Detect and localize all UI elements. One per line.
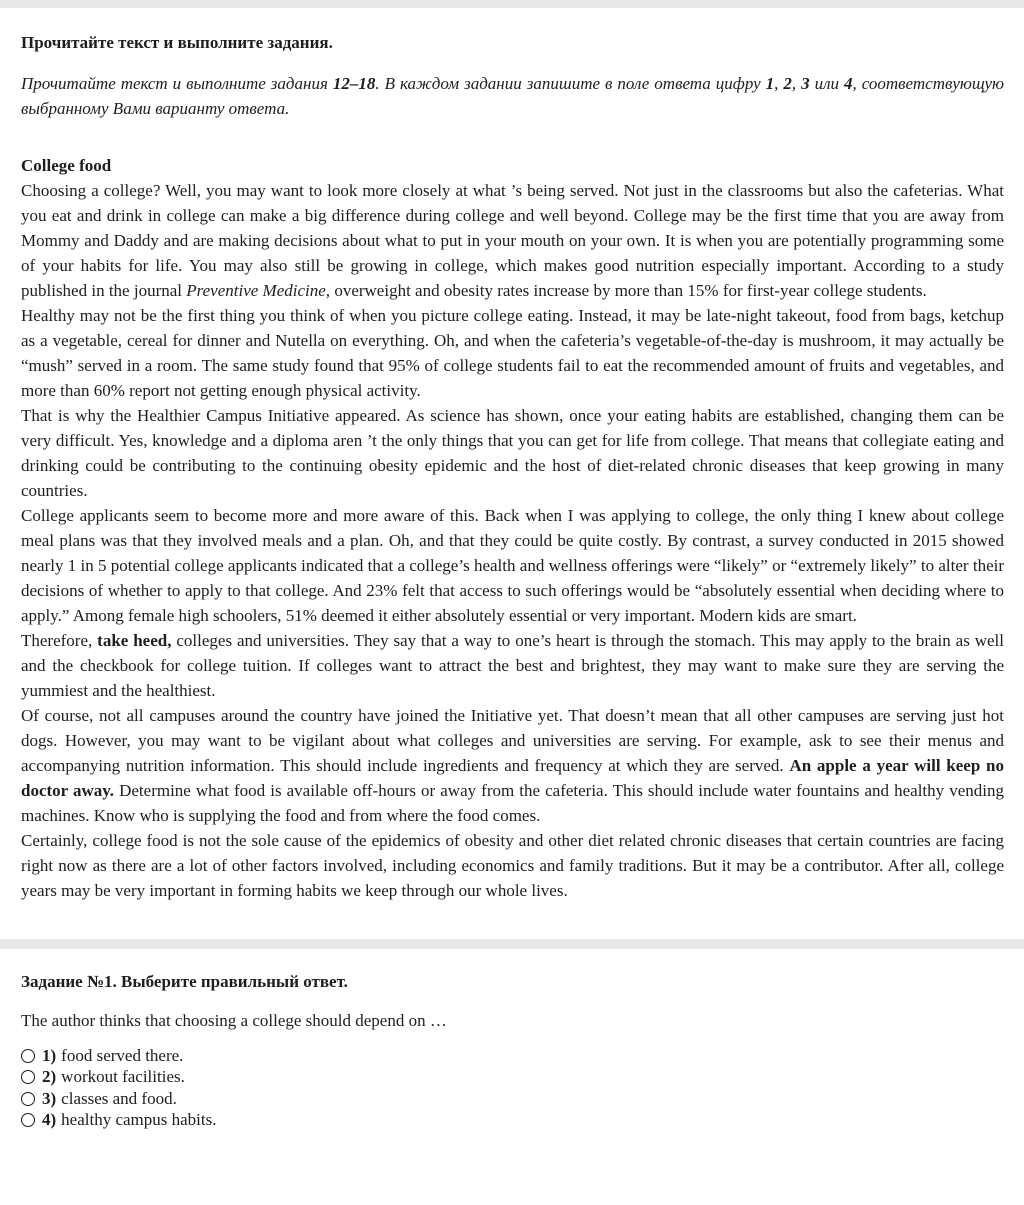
option-2[interactable] [21,1067,1004,1089]
option-number: 1) [42,1045,57,1065]
text-run: overweight and obesity rates increase by more than 15% for first-year college students. [330,281,927,300]
text-run: Preventive Medicine, [186,281,331,300]
text-run: That is why the Healthier Campus Initiative appeared. As science has shown, once your eating habits are established, changing them can be very difficult. Yes, knowledge and a diploma aren ’t the only things that you can get for life from college. That means that collegiate eating and drinking could be contributing to the continuing obesity epidemic and the host of diet-related chronic diseases that keep growing in many countries. [21,406,1004,500]
text-run: Therefore, [21,631,98,650]
reading-paragraph [21,178,1004,303]
text-run: Determine what food is available off-hours or away from the cafeteria. This should include water fountains and healthy vending machines. Know who is supplying the food and from where the food comes. [21,781,1004,825]
text-run: , соответствующую выбранному Вами варианту ответа. [21,74,1005,118]
option-number: 4) [42,1110,57,1130]
text-run: 1 [765,74,775,93]
question-title: Задание №1. Выберите правильный ответ. [21,972,348,991]
question-prompt: The author thinks that choosing a college should depend on … [21,1011,447,1030]
option-3[interactable] [21,1088,1004,1110]
text-run: College applicants seem to become more and more aware of this. Back when I was applying to college, the only thing I knew about college meal plans was that they involved meals and a plan. Oh, and that they could be quite costly. By contrast, a survey conducted in 2015 showed nearly 1 in 5 potential college applicants indicated that a college’s health and wellness offerings were “likely” or “extremely likely” to alter their decisions of whether to apply to that college. And 23% felt that access to such offerings would be “absolutely essential when deciding where to apply.” Among female high schoolers, 51% deemed it either absolutely essential or very important. Modern kids are smart. [21,506,1004,625]
reading-paragraph [21,628,1004,703]
text-run: , [791,74,802,93]
text-run: 12–18 [332,74,376,93]
reading-section [0,30,1024,903]
text-run: colleges and universities. They say that a way to one’s heart is through the stomach. This may apply to the brain as well and the checkbook for college tuition. If colleges want to attract the best and brightest, they may want to make sure they are serving the yummiest and the healthiest. [21,631,1004,700]
radio-button-3[interactable] [21,1092,35,1106]
text-run: 3 [801,74,810,93]
text-run: Healthy may not be the first thing you think of when you picture college eating. Instead, it may be late-night takeout, food from bags, ketchup as a vegetable, cereal for dinner and Nutella on everything. Oh, and when the cafeteria’s vegetable-of-the-day is mushroom, it may actually be “mush” served in a room. The same study found that 95% of college students fail to eat the recommended amount of fruits and vegetables, and more than 60% report not getting enough physical activity. [21,306,1004,400]
reading-text [21,178,1004,903]
text-run: Прочитайте текст и выполните задания [21,74,333,93]
text-run: . В каждом задании запишите в поле ответа цифру [375,74,766,93]
option-4[interactable] [21,1110,1004,1132]
text-run: или [809,74,845,93]
option-label: food served there. [61,1045,184,1065]
text-run: Of course, not all campuses around the country have joined the Initiative yet. That doesn’t mean that all other campuses are serving just hot dogs. However, you may want to be vigilant about what colleges and universities are serving. For example, ask to see their menus and accompanying nutrition information. This should include ingredients and frequency at which they are served. [21,706,1004,775]
text-run: Choosing a college? Well, you may want to look more closely at what ’s being served. Not just in the classrooms but also the cafeterias. What you eat and drink in college can make a big difference during college and well beyond. College may be the first time that you are away from Mommy and Daddy and are making decisions about what to put in your mouth on your own. It is when you are potentially programming some of your habits for life. You may also still be growing in college, which makes good nutrition especially important. According to a study published in the journal [21,181,1004,300]
option-label: healthy campus habits. [61,1110,217,1130]
reading-paragraph [21,303,1004,403]
reading-paragraph [21,828,1004,903]
page-title: Прочитайте текст и выполните задания. [21,33,333,52]
radio-button-1[interactable] [21,1049,35,1063]
radio-button-2[interactable] [21,1070,35,1084]
section-divider-bar [0,939,1024,949]
text-run: An apple a year will keep no doctor away. [21,756,1005,800]
text-run: 2 [783,74,792,93]
text-run: take heed, [97,631,172,650]
text-run: , [774,74,784,93]
reading-title: College food [21,156,112,175]
option-number: 2) [42,1067,57,1087]
text-run: Certainly, college food is not the sole cause of the epidemics of obesity and other diet related chronic diseases that certain countries are facing right now as there are a lot of other factors involved, including economics and family traditions. But it may be a contributor. After all, college years may be very important in forming habits we keep through our whole lives. [21,831,1004,900]
text-run: 4 [844,74,853,93]
top-divider-bar [0,0,1024,8]
option-label: workout facilities. [61,1067,185,1087]
option-1[interactable] [21,1045,1004,1067]
option-label: classes and food. [61,1088,177,1108]
reading-paragraph [21,403,1004,503]
reading-paragraph [21,503,1004,628]
instructions-text [21,71,1004,121]
reading-paragraph [21,703,1004,828]
option-number: 3) [42,1088,57,1108]
options-list [21,1045,1004,1131]
question-section [0,969,1024,1131]
radio-button-4[interactable] [21,1113,35,1127]
